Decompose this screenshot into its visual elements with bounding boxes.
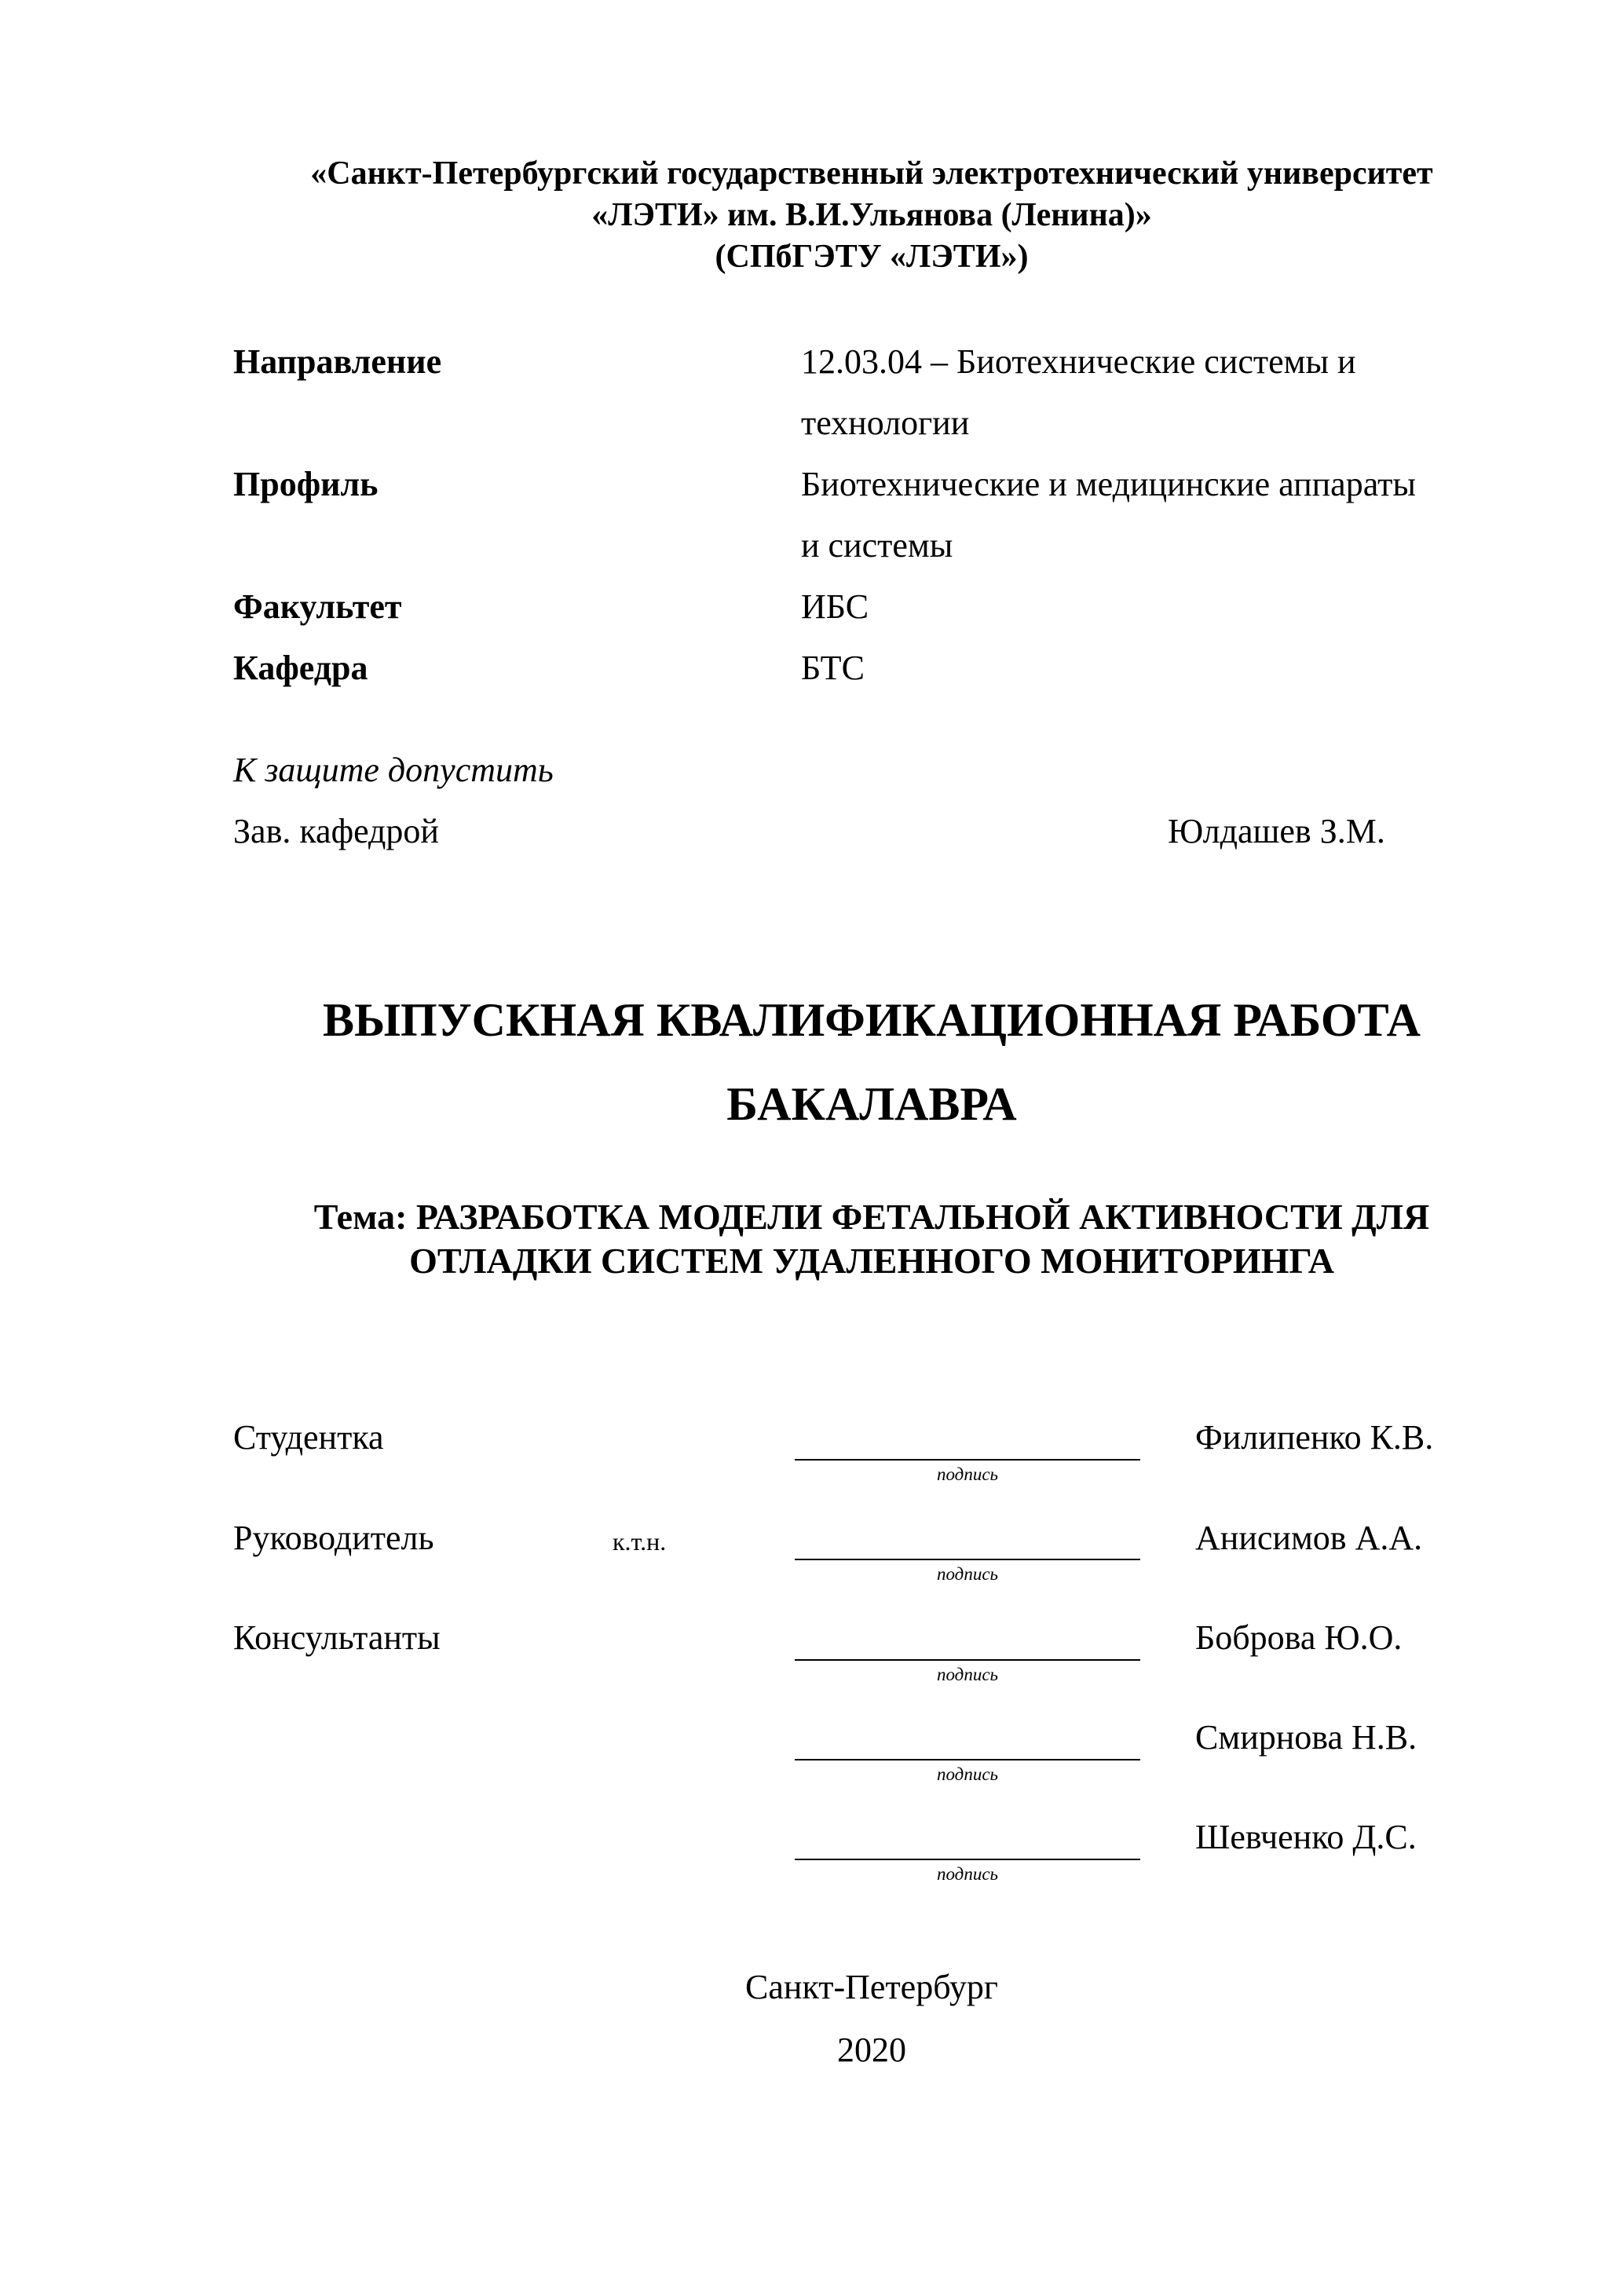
field-value-faculty: ИБС <box>801 587 869 626</box>
topic-line-2: ОТЛАДКИ СИСТЕМ УДАЛЕННОГО МОНИТОРИНГА <box>409 1241 1334 1281</box>
admit-to-defense: К защите допустить <box>233 751 554 789</box>
work-title-line-1: ВЫПУСКНАЯ КВАЛИФИКАЦИОННАЯ РАБОТА <box>323 994 1421 1046</box>
field-value-department: БТС <box>801 649 865 687</box>
signature-caption: подпись <box>936 1464 998 1484</box>
signature-name: Шевченко Д.С. <box>1195 1818 1417 1856</box>
signature-name: Боброва Ю.О. <box>1195 1618 1403 1657</box>
head-of-department-role: Зав. кафедрой <box>233 812 439 850</box>
signature-role: Руководитель <box>233 1519 434 1557</box>
signature-role: Студентка <box>233 1418 384 1457</box>
work-title-line-2: БАКАЛАВРА <box>726 1078 1017 1130</box>
signature-name: Анисимов А.А. <box>1195 1519 1423 1557</box>
city: Санкт-Петербург <box>745 1968 998 2006</box>
signature-role: Консультанты <box>233 1618 441 1657</box>
head-of-department-name: Юлдашев З.М. <box>1168 812 1385 850</box>
field-value-direction-line-2: технологии <box>801 404 970 442</box>
university-name-line-1: «Санкт-Петербургский государственный электротехнический университет <box>310 155 1433 192</box>
field-label-department: Кафедра <box>233 649 368 687</box>
signature-line <box>795 1759 1140 1760</box>
field-value-profile-line-2: и системы <box>801 526 953 565</box>
signature-caption: подпись <box>936 1864 998 1884</box>
field-label-direction: Направление <box>233 342 442 381</box>
year: 2020 <box>837 2031 906 2069</box>
field-label-profile: Профиль <box>233 465 379 503</box>
signature-name: Смирнова Н.В. <box>1195 1718 1417 1757</box>
signature-line <box>795 1659 1140 1661</box>
field-label-faculty: Факультет <box>233 587 402 626</box>
signature-line <box>795 1859 1140 1860</box>
field-value-direction-line-1: 12.03.04 – Биотехнические системы и <box>801 342 1356 381</box>
university-abbreviation: (СПбГЭТУ «ЛЭТИ») <box>715 239 1029 275</box>
signature-caption: подпись <box>936 1665 998 1684</box>
topic-line-1: Тема: РАЗРАБОТКА МОДЕЛИ ФЕТАЛЬНОЙ АКТИВНОСТИ ДЛЯ <box>313 1197 1430 1237</box>
signature-caption: подпись <box>936 1764 998 1784</box>
field-value-profile-line-1: Биотехнические и медицинские аппараты <box>801 465 1416 503</box>
university-name-line-2: «ЛЭТИ» им. В.И.Ульянова (Ленина)» <box>591 197 1152 233</box>
signature-line <box>795 1559 1140 1560</box>
academic-degree: к.т.н. <box>613 1527 667 1556</box>
signature-caption: подпись <box>936 1564 998 1584</box>
signature-name: Филипенко К.В. <box>1195 1418 1434 1457</box>
signature-line <box>795 1459 1140 1461</box>
